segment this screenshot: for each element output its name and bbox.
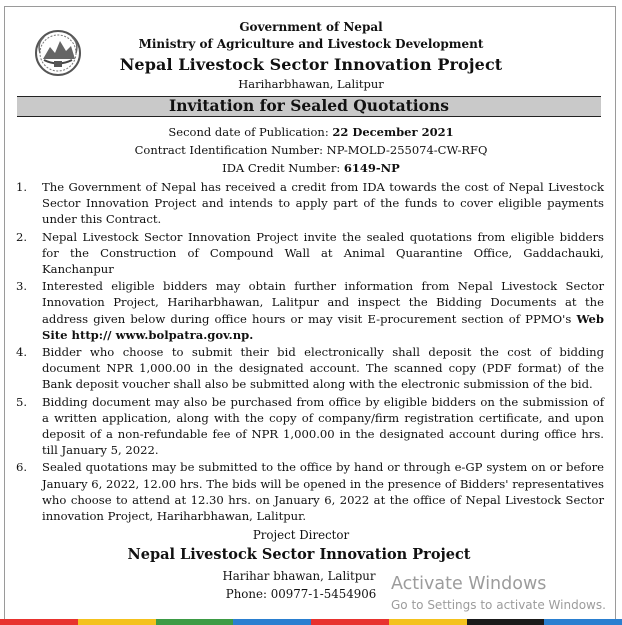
ministry-heading: Ministry of Agriculture and Livestock Development	[138, 37, 484, 51]
notice-item-6	[12, 459, 604, 524]
credit-number: 6149-NP	[343, 161, 400, 175]
color-strip-segment	[0, 619, 78, 625]
item-text: Interested eligible bidders may obtain further information from Nepal Livestock Sector Innovation Project, Hariharbhawan, Lalitpur and inspect the Bidding Documents at the address given below during office hours or may visit E-procurement section of PPMO's	[42, 279, 604, 326]
signatory-phone: Phone: 00977-1-5454906	[225, 587, 377, 601]
publication-date: 22 December 2021	[332, 125, 454, 139]
project-heading: Nepal Livestock Sector Innovation Project	[119, 55, 503, 74]
item-text: Bidder who choose to submit their bid electronically shall deposit the cost of bidding document NPR 1,000.00 in the designated account. The scanned copy (PDF format) of the Bank deposit voucher shall also be submitted along with the electronic submission of the bid.	[42, 345, 604, 392]
signatory-address: Harihar bhawan, Lalitpur	[222, 569, 376, 583]
item-number: 2.	[16, 229, 28, 244]
color-strip-segment	[389, 619, 467, 625]
item-number: 6.	[16, 460, 28, 475]
credit-label: IDA Credit Number:	[222, 161, 341, 175]
activate-windows-watermark: Activate Windows	[391, 574, 547, 594]
color-strip-segment	[78, 619, 156, 625]
notice-item-1	[12, 179, 604, 228]
notice-item-2	[12, 229, 604, 278]
item-text: Sealed quotations may be submitted to the office by hand or through e-GP system on or before January 6, 2022, 12.00 hrs. The bids will be opened in the presence of Bidders' representatives who choose to attend at 12.30 hrs. on January 6, 2022 at the office of Nepal Livestock Sector innovation Project, Hariharbhawan, Lalitpur.	[42, 460, 604, 524]
item-text: Nepal Livestock Sector Innovation Project invite the sealed quotations from eligible bidders for the Construction of Compound Wall at Animal Quarantine Office, Gaddachauki, Kanchanpur	[42, 229, 604, 277]
bottom-color-strip	[0, 619, 622, 625]
contract-id-line	[0, 143, 622, 157]
notice-item-5	[12, 394, 604, 459]
contract-label: Contract Identification Number:	[134, 143, 323, 157]
notice-item-3	[12, 278, 604, 343]
item-number: 5.	[16, 394, 28, 409]
notice-title-banner: Invitation for Sealed Quotations	[17, 96, 601, 117]
signatory-organization: Nepal Livestock Sector Innovation Project	[127, 546, 471, 563]
color-strip-segment	[156, 619, 234, 625]
color-strip-segment	[311, 619, 389, 625]
contract-number: NP-MOLD-255074-CW-RFQ	[326, 143, 488, 157]
notice-item-4	[12, 344, 604, 393]
color-strip-segment	[544, 619, 622, 625]
color-strip-segment	[467, 619, 545, 625]
publication-label: Second date of Publication:	[168, 125, 329, 139]
publication-date-line	[0, 125, 622, 139]
website-link-text: Web Site http:// www.bolpatra.gov.np.	[42, 311, 604, 342]
signatory-role: Project Director	[252, 528, 350, 542]
credit-number-line	[0, 161, 622, 175]
activate-windows-hint: Go to Settings to activate Windows.	[391, 598, 606, 612]
item-number: 4.	[16, 345, 28, 360]
office-address: Hariharbhawan, Lalitpur	[238, 77, 384, 91]
color-strip-segment	[233, 619, 311, 625]
item-text: Bidding document may also be purchased from office by eligible bidders on the submission of a written application, along with the copy of company/firm registration certificate, and upon deposit of a non-refundable fee of NPR 1,000.00 in the designated account during office hrs. till January 5, 2022.	[42, 394, 604, 458]
government-heading: Government of Nepal	[239, 20, 383, 34]
item-text: The Government of Nepal has received a credit from IDA towards the cost of Nepal Livestock Sector Innovation Project and intends to apply part of the funds to cover eligible payments under this Contract.	[42, 180, 604, 227]
item-number: 1.	[16, 180, 28, 194]
notice-items	[12, 179, 604, 524]
item-number: 3.	[16, 279, 28, 294]
